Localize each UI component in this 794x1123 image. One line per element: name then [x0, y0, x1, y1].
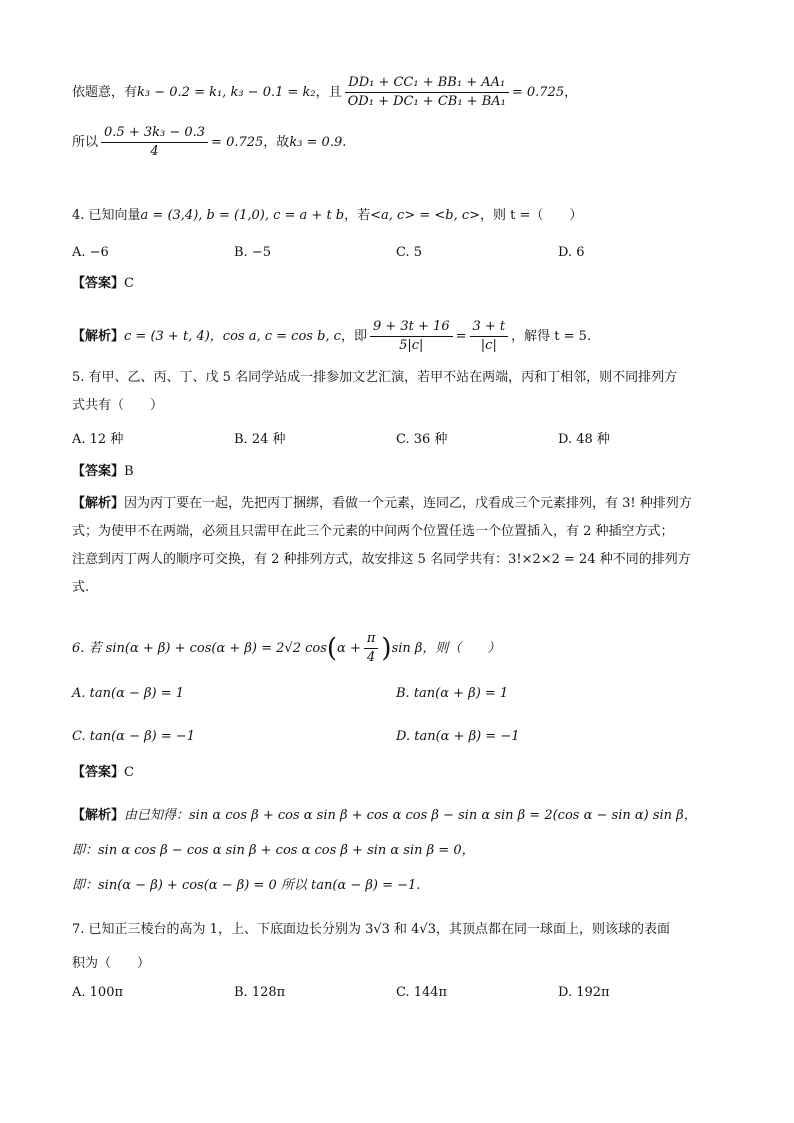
q6-analysis-tag: 【解析】: [72, 808, 125, 823]
q4-fraction-1-numerator: 9 + 3t + 16: [370, 318, 453, 337]
q4-analysis-tag: 【解析】: [72, 329, 125, 344]
q4-stem-prefix: 4. 已知向量: [72, 208, 141, 223]
q3-line1-prefix: 依题意，有: [72, 85, 138, 100]
q5-analysis-line1: [72, 490, 732, 518]
q7-stem-line1: 7. 已知正三棱台的高为 1，上、下底面边长分别为 3√3 和 4√3，其顶点都在同一球面上，则该球的表面: [72, 922, 670, 937]
q6-paren-close: ): [381, 633, 392, 664]
q7-option-d: D. 192π: [558, 985, 610, 1000]
q4-fraction-2-denominator: |c|: [480, 338, 497, 353]
q5-answer-tag: 【答案】: [72, 464, 125, 479]
q3-line2-fraction: [101, 124, 208, 161]
q4-fraction-2-numerator: 3 + t: [470, 318, 509, 337]
q5-option-d: D. 48 种: [558, 432, 610, 447]
q6-stem-prefix: 6. 若 sin(α + β) + cos(α + β) = 2√2 cos: [72, 641, 327, 656]
q6-analysis-line3: 即：sin(α − β) + cos(α − β) = 0 所以 tan(α − β) = −1.: [72, 878, 421, 893]
q6-stem-end: sin β，则（ ）: [391, 641, 501, 656]
q6-pi-numerator: π: [364, 630, 379, 649]
q3-line2-numerator: 0.5 + 3k₃ − 0.3: [101, 124, 208, 143]
q5-answer: [72, 462, 134, 482]
q6-stem: [72, 630, 500, 667]
q3-line2-prefix: 所以: [72, 135, 99, 150]
q6-option-a: A. tan(α − β) = 1: [72, 686, 185, 701]
q6-pi-fraction: [364, 630, 379, 667]
q4-stem-end: ，则 t =（ ）: [480, 208, 583, 223]
q4-equals: =: [455, 329, 467, 344]
q5-analysis-text1: 因为丙丁要在一起，先把丙丁捆绑，看做一个元素，连同乙，戊看成三个元素排列，有 3! 种排列方: [124, 496, 692, 511]
q5-option-c: C. 36 种: [396, 432, 448, 447]
q6-answer: [72, 763, 134, 783]
q3-line2: [72, 124, 346, 161]
q4-stem-vectors: a = (3,4), b = (1,0), c = a + t b: [140, 208, 345, 223]
q5-option-a: A. 12 种: [72, 432, 124, 447]
q4-option-b: B. −5: [234, 245, 271, 260]
q6-answer-value: C: [124, 765, 134, 780]
q4-answer: [72, 274, 134, 294]
q4-option-a: A. −6: [72, 245, 109, 260]
q4-analysis-cos: ，cos a, c = cos b, c: [209, 329, 341, 344]
q3-result: k₃ = 0.9: [289, 135, 343, 150]
q4-analysis-ie: ，即: [340, 329, 367, 344]
q3-line2-end: .: [342, 135, 347, 150]
q4-answer-value: C: [124, 276, 134, 291]
q5-answer-value: B: [124, 464, 134, 479]
q3-line1-mid: ，且: [315, 85, 342, 100]
q3-line2-mid: ，故: [263, 135, 290, 150]
q4-analysis-result: ，解得 t = 5.: [511, 329, 592, 344]
q3-ratio-fraction: [345, 74, 509, 111]
q5-option-b: B. 24 种: [234, 432, 286, 447]
q4-stem-condition: <a, c> = <b, c>: [370, 208, 481, 223]
q5-stem: [72, 364, 732, 420]
q3-line2-rhs: = 0.725: [211, 135, 264, 150]
q3-line1-end: ，: [564, 85, 578, 100]
q5-analysis-line3: 注意到丙丁两人的顺序可交换，有 2 种排列方式，故安排这 5 名同学共有：3!×2×2 = 24 种不同的排列方: [72, 552, 691, 567]
q6-option-d: D. tan(α + β) = −1: [396, 729, 520, 744]
q7-option-c: C. 144π: [396, 985, 448, 1000]
q6-pi-denominator: 4: [366, 650, 376, 665]
q6-option-b: B. tan(α + β) = 1: [396, 686, 509, 701]
q6-answer-tag: 【答案】: [72, 765, 125, 780]
q6-analysis-line2: 即：sin α cos β − cos α sin β + cos α cos β + sin α sin β = 0，: [72, 843, 475, 858]
q6-option-c: C. tan(α − β) = −1: [72, 729, 196, 744]
q4-stem-mid: ，若: [344, 208, 371, 223]
q6-analysis-text1: 由已知得：sin α cos β + cos α sin β + cos α cos β − sin α sin β = 2(cos α − sin α) sin β，: [124, 808, 697, 823]
q6-stem-alpha: α +: [337, 641, 361, 656]
q4-fraction-2: [470, 318, 509, 355]
q4-fraction-1-denominator: 5|c|: [399, 338, 424, 353]
q4-option-c: C. 5: [396, 245, 423, 260]
q5-analysis-line4: 式.: [72, 580, 90, 595]
q3-ratio-numerator: DD₁ + CC₁ + BB₁ + AA₁: [345, 74, 509, 93]
q6-analysis: [72, 798, 732, 903]
q3-line1: [72, 74, 577, 111]
q4-option-d: D. 6: [558, 245, 585, 260]
q7-option-b: B. 128π: [234, 985, 286, 1000]
q5-stem-line1: 5. 有甲、乙、丙、丁、戊 5 名同学站成一排参加文艺汇演，若甲不站在两端，丙和丁相邻，则不同排列方: [72, 370, 678, 385]
q6-analysis-line1: [72, 798, 732, 833]
q4-analysis-vector-c: c = (3 + t, 4): [124, 329, 210, 344]
q5-analysis: [72, 490, 732, 602]
q7-option-a: A. 100π: [72, 985, 124, 1000]
q4-answer-tag: 【答案】: [72, 276, 125, 291]
q3-line2-denominator: 4: [150, 144, 159, 159]
q4-fraction-1: [370, 318, 453, 355]
q4-stem: [72, 206, 582, 226]
q6-paren-open: (: [326, 633, 338, 664]
q5-stem-line2: 式共有（ ）: [72, 398, 164, 413]
q4-analysis: [72, 318, 591, 355]
q5-analysis-tag: 【解析】: [72, 496, 125, 511]
q3-line1-equation: k₃ − 0.2 = k₁, k₃ − 0.1 = k₂: [137, 85, 316, 100]
q5-analysis-line2: 式；为使甲不在两端，必须且只需甲在此三个元素的中间两个位置任选一个位置插入，有 2 种插空方式；: [72, 524, 674, 539]
q3-ratio-rhs: = 0.725: [511, 85, 565, 100]
q6-options: [72, 684, 732, 744]
q3-ratio-denominator: OD₁ + DC₁ + CB₁ + BA₁: [347, 94, 506, 109]
q7-stem-line2: 积为（ ）: [72, 956, 151, 971]
q7-stem: [72, 913, 732, 981]
